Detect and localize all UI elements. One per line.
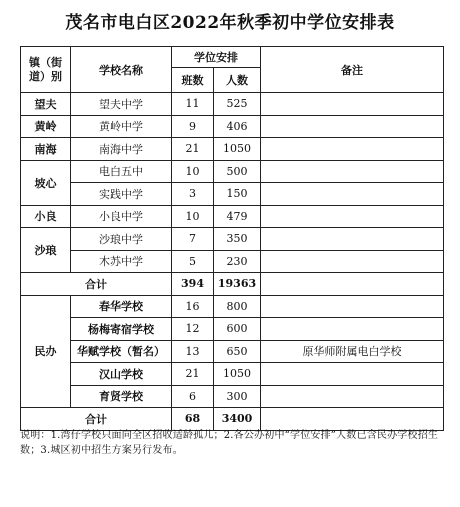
table-row	[21, 385, 444, 408]
people-cell: 1050	[214, 138, 261, 161]
remark-cell	[261, 138, 444, 161]
table-row	[21, 115, 444, 138]
remark-cell	[261, 228, 444, 251]
placement-table	[20, 46, 444, 431]
people-cell: 406	[214, 115, 261, 138]
classes-cell: 5	[172, 250, 214, 273]
remark-cell: 原华师附属电白学校	[261, 340, 444, 363]
total-label: 合计	[21, 273, 172, 296]
town-cell: 望夫	[21, 93, 71, 116]
table-row	[21, 183, 444, 206]
remark-cell	[261, 250, 444, 273]
school-cell: 汉山学校	[71, 363, 172, 386]
table-row	[21, 295, 444, 318]
classes-cell: 10	[172, 160, 214, 183]
total-label: 合计	[21, 408, 172, 431]
people-cell: 1050	[214, 363, 261, 386]
people-cell: 479	[214, 205, 261, 228]
remark-cell	[261, 385, 444, 408]
people-cell: 500	[214, 160, 261, 183]
town-cell: 小良	[21, 205, 71, 228]
classes-cell: 7	[172, 228, 214, 251]
header-classes: 班数	[172, 68, 214, 93]
people-cell: 800	[214, 295, 261, 318]
table-row	[21, 318, 444, 341]
header-placement: 学位安排	[172, 47, 261, 68]
school-cell: 育贤学校	[71, 385, 172, 408]
total-people: 19363	[214, 273, 261, 296]
remark-cell	[261, 115, 444, 138]
people-cell: 650	[214, 340, 261, 363]
total-classes: 68	[172, 408, 214, 431]
school-cell: 黄岭中学	[71, 115, 172, 138]
classes-cell: 6	[172, 385, 214, 408]
town-cell: 南海	[21, 138, 71, 161]
school-cell: 木苏中学	[71, 250, 172, 273]
page-title: 茂名市电白区2022年秋季初中学位安排表	[65, 13, 395, 33]
people-cell: 230	[214, 250, 261, 273]
private-group-cell: 民办	[21, 295, 71, 408]
remark-cell	[261, 408, 444, 431]
footnote: 说明：1.湾仔学校只面向全区招收适龄孤儿；2.各公办初中“学位安排”人数已含民办学校招生数；3.城区初中招生方案另行发布。	[20, 430, 439, 456]
classes-cell: 10	[172, 205, 214, 228]
classes-cell: 11	[172, 93, 214, 116]
remark-cell	[261, 318, 444, 341]
remark-cell	[261, 205, 444, 228]
classes-cell: 9	[172, 115, 214, 138]
table-row	[21, 205, 444, 228]
remark-cell	[261, 183, 444, 206]
school-cell: 南海中学	[71, 138, 172, 161]
table-row	[21, 340, 444, 363]
school-cell: 沙琅中学	[71, 228, 172, 251]
table-row	[21, 250, 444, 273]
table-row	[21, 363, 444, 386]
people-cell: 150	[214, 183, 261, 206]
table-row	[21, 93, 444, 116]
school-cell: 春华学校	[71, 295, 172, 318]
table-row	[21, 228, 444, 251]
header-school: 学校名称	[71, 47, 172, 93]
header-remark: 备注	[261, 47, 444, 93]
people-cell: 600	[214, 318, 261, 341]
remark-cell	[261, 363, 444, 386]
header-people: 人数	[214, 68, 261, 93]
remark-cell	[261, 93, 444, 116]
header-town: 镇（街道）别	[21, 47, 71, 93]
remark-cell	[261, 160, 444, 183]
remark-cell	[261, 295, 444, 318]
people-cell: 350	[214, 228, 261, 251]
classes-cell: 12	[172, 318, 214, 341]
classes-cell: 16	[172, 295, 214, 318]
school-cell: 望夫中学	[71, 93, 172, 116]
people-cell: 300	[214, 385, 261, 408]
school-cell: 小良中学	[71, 205, 172, 228]
town-cell: 沙琅	[21, 228, 71, 273]
school-cell: 华赋学校（暂名）	[71, 340, 172, 363]
table-row	[21, 138, 444, 161]
school-cell: 杨梅寄宿学校	[71, 318, 172, 341]
total-row	[21, 273, 444, 296]
town-cell: 坡心	[21, 160, 71, 205]
classes-cell: 21	[172, 363, 214, 386]
classes-cell: 21	[172, 138, 214, 161]
school-cell: 实践中学	[71, 183, 172, 206]
total-people: 3400	[214, 408, 261, 431]
table-row	[21, 160, 444, 183]
classes-cell: 3	[172, 183, 214, 206]
classes-cell: 13	[172, 340, 214, 363]
total-row	[21, 408, 444, 431]
total-classes: 394	[172, 273, 214, 296]
remark-cell	[261, 273, 444, 296]
town-cell: 黄岭	[21, 115, 71, 138]
school-cell: 电白五中	[71, 160, 172, 183]
people-cell: 525	[214, 93, 261, 116]
